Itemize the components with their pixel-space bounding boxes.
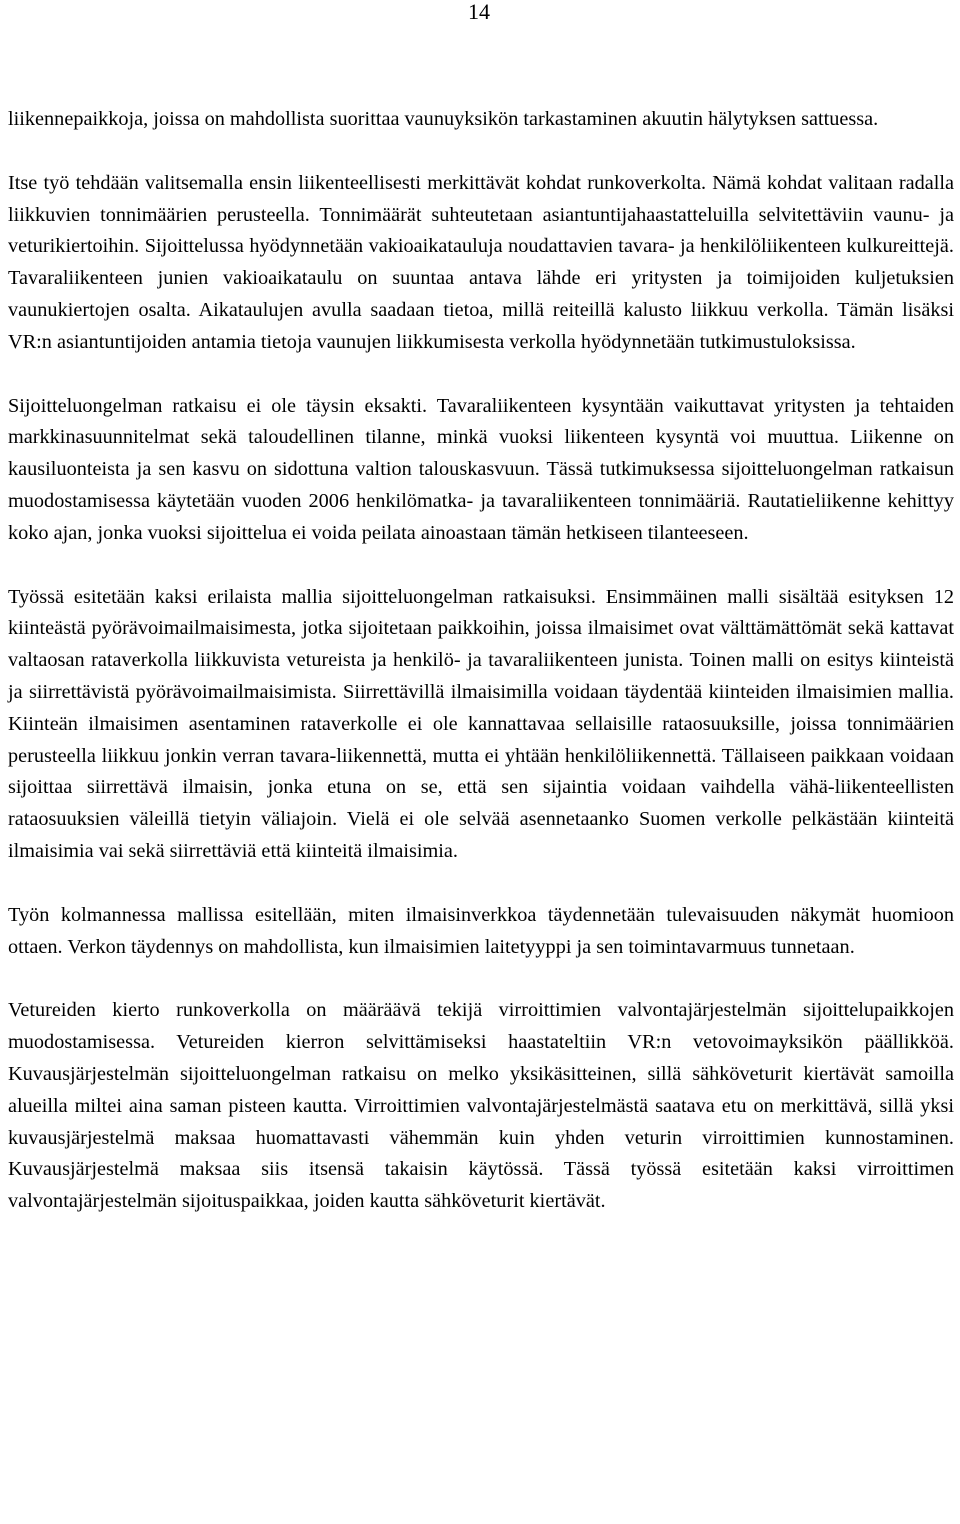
document-body	[8, 104, 954, 1250]
paragraph-1: liikennepaikkoja, joissa on mahdollista suorittaa vaunuyksikön tarkastaminen akuutin hälytyksen sattuessa.	[8, 108, 879, 130]
paragraph-2: Itse työ tehdään valitsemalla ensin liikenteellisesti merkittävät kohdat runkoverkolta. Nämä kohdat valitaan radalla liikkuvien tonnimäärien perusteella. Tonnimäärät suhteutetaan asiantuntijahaastatteluilla selvitettäviin vaunu- ja veturikiertoihin. Sijoittelussa hyödynnetään vakioaikatauluja noudattavien tavara- ja henkilöliikenteen kulkureittejä. Tavaraliikenteen junien vakioaikataulu on suuntaa antava lähde eri yritysten ja toimijoiden kuljetuksien vaunukiertojen osalta. Aikataulujen avulla saadaan tietoa, millä reiteillä kalusto liikkuu verkolla. Tämän lisäksi VR:n asiantuntijoiden antamia tietoja vaunujen liikkumisesta verkolla hyödynnetään tutkimustuloksissa.	[8, 171, 954, 353]
paragraph-6: Vetureiden kierto runkoverkolla on määräävä tekijä virroittimien valvontajärjestelmän sijoittelupaikkojen muodostamisessa. Vetureiden kierron selvittämiseksi haastateltiin VR:n vetovoimayksikön päällikköä. Kuvausjärjestelmän sijoitteluongelman ratkaisu on melko yksikäsitteinen, sillä sähköveturit kiertävät samoilla alueilla miltei aina saman pisteen kautta. Virroittimien valvontajärjestelmästä saatava etu on merkittävä, sillä yksi kuvausjärjestelmä maksaa huomattavasti vähemmän kuin yhden veturin virroittimien kunnostaminen. Kuvausjärjestelmä maksaa siis itsensä takaisin käytössä. Tässä työssä esitetään kaksi virroittimen valvontajärjestelmän sijoituspaikkaa, joiden kautta sähköveturit kiertävät.	[8, 999, 954, 1213]
paragraph-3: Sijoitteluongelman ratkaisu ei ole täysin eksakti. Tavaraliikenteen kysyntään vaikuttavat yritysten ja tehtaiden markkinasuunnitelmat sekä taloudellinen tilanne, minkä vuoksi liikenteen kysyntä voi muuttua. Liikenne on kausiluonteista ja sen kasvu on sidottuna valtion talouskasvuun. Tässä tutkimuksessa sijoitteluongelman ratkaisun muodostamisessa käytetään vuoden 2006 henkilömatka- ja tavaraliikenteen tonnimääriä. Rautatieliikenne kehittyy koko ajan, jonka vuoksi sijoittelua ei voida peilata ainoastaan tämän hetkiseen tilanteeseen.	[8, 394, 954, 544]
paragraph-5: Työn kolmannessa mallissa esitellään, miten ilmaisinverkkoa täydennetään tulevaisuuden näkymät huomioon ottaen. Verkon täydennys on mahdollista, kun ilmaisimien laitetyyppi ja sen toimintavarmuus tunnetaan.	[8, 903, 954, 958]
page-number: 14	[468, 0, 490, 24]
paragraph-4: Työssä esitetään kaksi erilaista mallia sijoitteluongelman ratkaisuksi. Ensimmäinen malli sisältää esityksen 12 kiinteästä pyörävoimailmaisimesta, jotka sijoitetaan paikkoihin, joissa ilmaisimet ovat välttämättömät sekä kattavat valtaosan rataverkolla liikkuvista vetureista ja henkilö- ja tavaraliikenteen junista. Toinen malli on esitys kiinteistä ja siirrettävistä pyörävoimailmaisimista. Siirrettävillä ilmaisimilla voidaan täydentää kiinteiden ilmaisimien mallia. Kiinteän ilmaisimen asentaminen rataverkolle ei ole kannattavaa sellaisille rataosuuksille, joissa tonnimäärien perusteella liikkuu jonkin verran tavara-liikennettä, mutta ei yhtään henkilöliikennettä. Tällaiseen paikkaan voidaan sijoittaa siirrettävä ilmaisin, jonka etuna on se, että sen sijaintia voidaan vaihdella vähä-liikenteellisten rataosuuksien väleillä tietyin väliajoin. Vielä ei ole selvää asennetaanko Suomen verkolle pelkästään kiinteitä ilmaisimia vai sekä siirrettäviä että kiinteitä ilmaisimia.	[8, 585, 954, 862]
